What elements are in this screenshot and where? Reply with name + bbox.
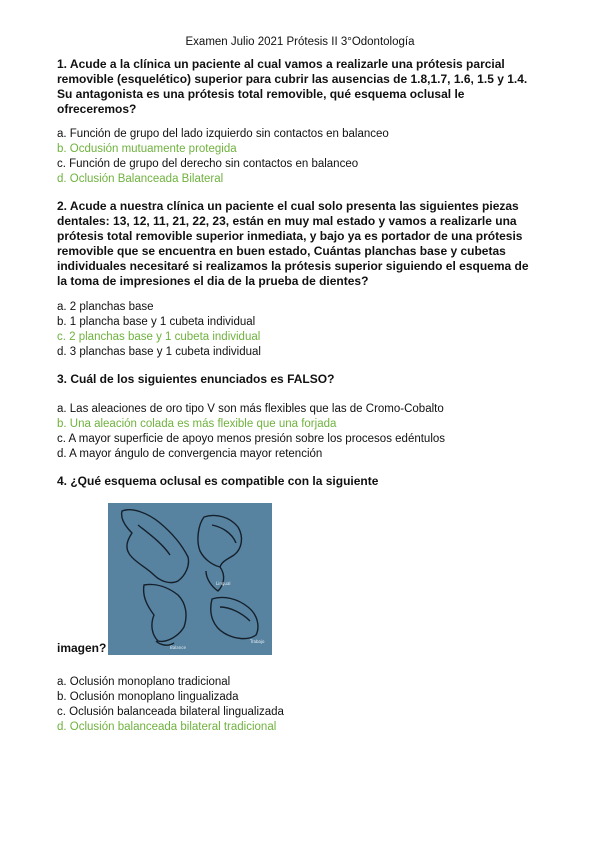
diagram-shading: [108, 503, 272, 655]
question-2-options: [57, 300, 537, 360]
figure-label-lingual: Lingual: [216, 581, 231, 586]
option-1a: a. Función de grupo del lado izquierdo sin contactos en balanceo: [57, 128, 389, 140]
question-1-options: [57, 127, 537, 187]
question-1: 1. Acude a la clínica un paciente al cual vamos a realizarle una prótesis parcial removible (esquelético) superior para cubrir las ausencias de 1.8,1.7, 1.6, 1.5 y 1.4. Su antagonista es una prótesis total removible, qué esquema oclusal le ofreceremos?: [57, 57, 528, 116]
exam-header: Examen Julio 2021 Prótesis II 3°Odontología: [185, 36, 415, 48]
option-1b: b. Ocdusión mutuamente protegida: [57, 143, 237, 155]
question-4-options: [57, 675, 537, 735]
option-3c: c. A mayor superficie de apoyo menos presión sobre los procesos edéntulos: [57, 433, 446, 445]
option-4a: a. Oclusión monoplano tradicional: [57, 676, 231, 688]
option-2d: d. 3 planchas base y 1 cubeta individual: [57, 346, 261, 358]
occlusion-diagram-image: [108, 503, 272, 655]
question-3: 3. Cuál de los siguientes enunciados es FALSO?: [57, 372, 335, 386]
figure-label-trabajo: Trabajo: [250, 639, 265, 644]
option-4d: d. Oclusión balanceada bilateral tradicional: [57, 721, 277, 733]
figure-label-balance: Balance: [170, 645, 186, 650]
question-2: 2. Acude a nuestra clínica un paciente el cual solo presenta las siguientes piezas dentales: 13, 12, 11, 21, 22, 23, están en muy mal estado y vamos a realizarle una prótesis total removible superior inmediata, y bajo ya es portador de una prótesis removible que se encuentra en buen estado, Cuántas planchas base y cubetas individuales necesitaré si realizamos la prótesis superior siguiendo el esquema de la toma de impresiones el dia de la prueba de dientes?: [57, 199, 529, 288]
option-2b: b. 1 plancha base y 1 cubeta individual: [57, 316, 256, 328]
option-2c: c. 2 planchas base y 1 cubeta individual: [57, 331, 261, 343]
option-1c: c. Función de grupo del derecho sin contactos en balanceo: [57, 158, 359, 170]
option-1d: d. Oclusión Balanceada Bilateral: [57, 173, 224, 185]
option-3b: b. Una aleación colada es más flexible que una forjada: [57, 418, 337, 430]
option-4c: c. Oclusión balanceada bilateral lingualizada: [57, 706, 284, 718]
option-2a: a. 2 planchas base: [57, 301, 154, 313]
question-4-image-caption: imagen?: [57, 641, 107, 655]
question-3-options: [57, 402, 537, 462]
option-3a: a. Las aleaciones de oro tipo V son más flexibles que las de Cromo-Cobalto: [57, 403, 444, 415]
option-3d: d. A mayor ángulo de convergencia mayor retención: [57, 448, 323, 460]
option-4b: b. Oclusión monoplano lingualizada: [57, 691, 239, 703]
question-4: 4. ¿Qué esquema oclusal es compatible con la siguiente: [57, 474, 379, 488]
